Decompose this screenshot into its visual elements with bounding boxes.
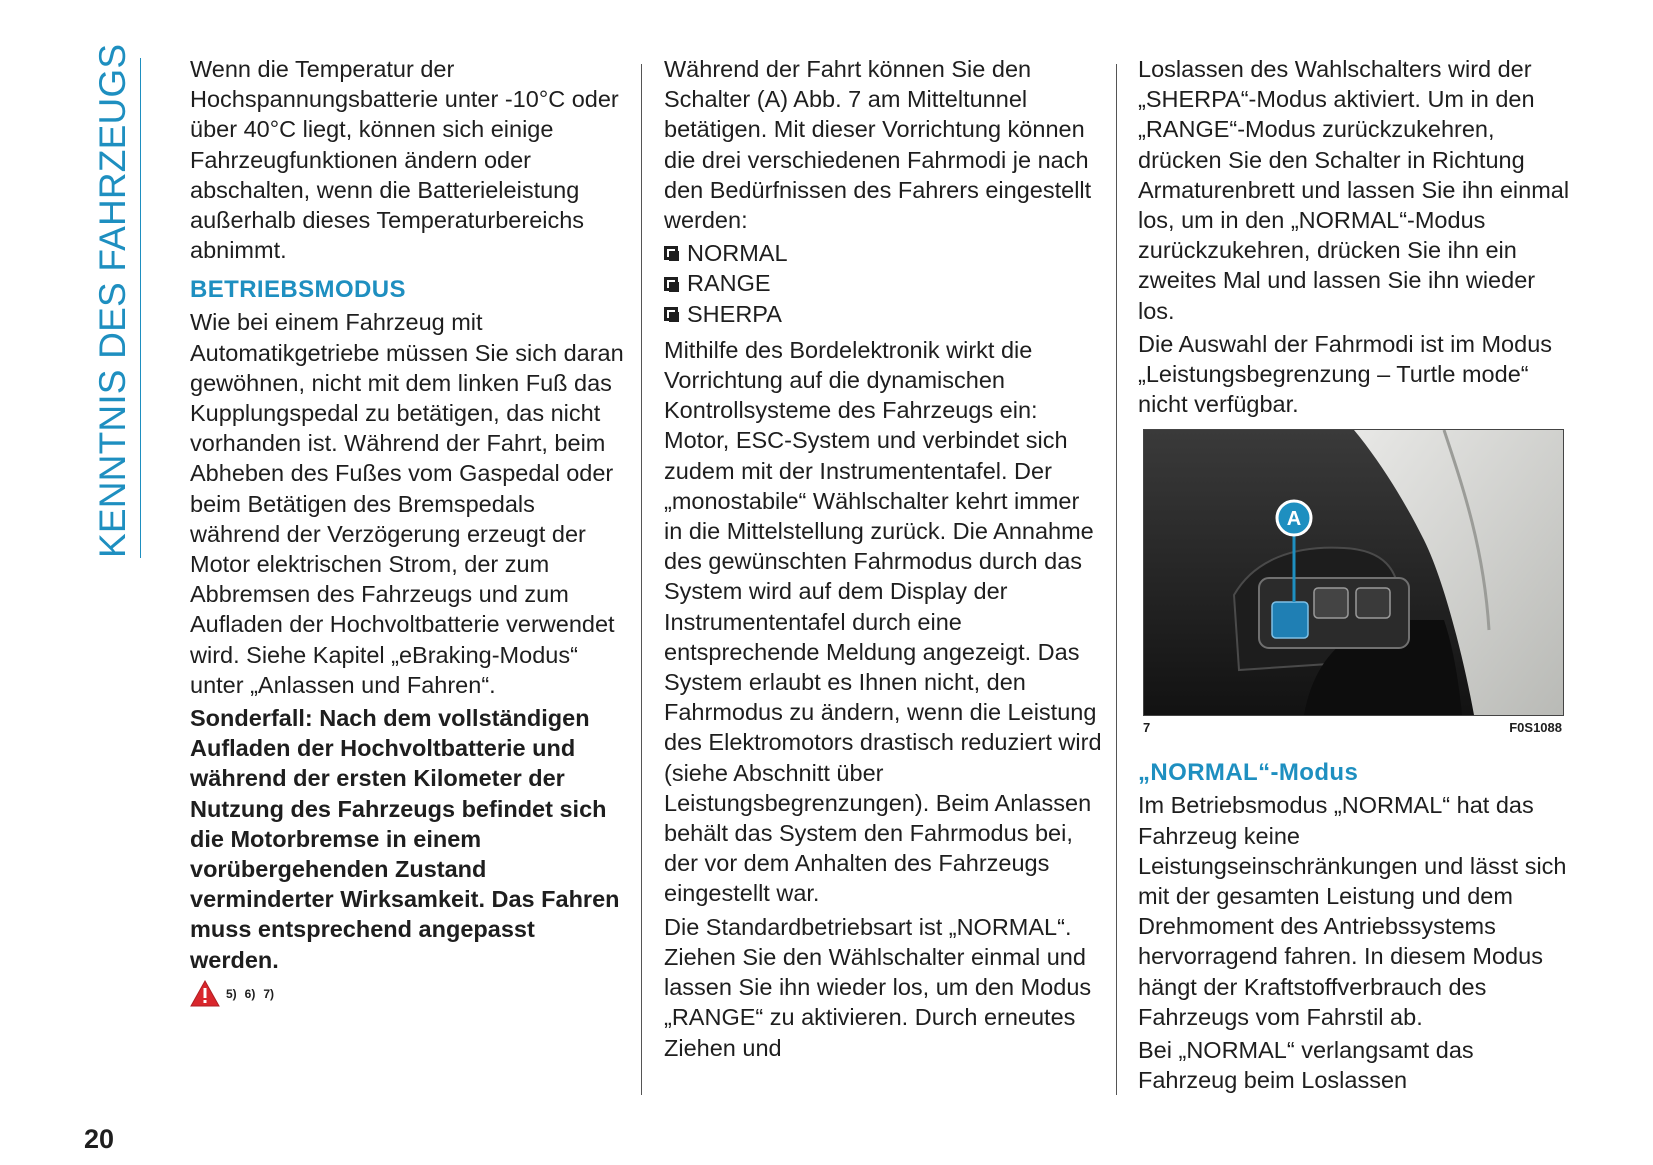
paragraph-temperature: Wenn die Temperatur der Hochspannungsbatterie unter -10°C oder über 40°C liegt, können sich einige Fahrzeugfunktionen ändern oder abschalten, wenn die Batterieleistung außerhalb dieses Temperaturbereichs abnimmt.: [190, 56, 619, 264]
list-item: [664, 238, 1104, 268]
figure-center-console: [1143, 429, 1564, 716]
paragraph-switch: Während der Fahrt können Sie den Schalter (A) Abb. 7 am Mitteltunnel betätigen. Mit dieser Vorrichtung können die drei verschiedenen Fahrmodi je nach den Bedürfnissen des Fahrers eingestellt werden:: [664, 56, 1092, 234]
column-divider-2: [1116, 64, 1117, 1095]
warning-references: [190, 979, 630, 1009]
section-heading-betriebsmodus: BETRIEBSMODUS: [190, 276, 406, 304]
paragraph-standard-mode: Die Standardbetriebsart ist „NORMAL“. Ziehen Sie den Wählschalter einmal und lassen Sie ihn wieder los, um den Modus „RANGE“ zu aktivieren. Durch erneutes Ziehen und: [664, 913, 1092, 1061]
callout-a: A: [1286, 508, 1302, 531]
warning-triangle-icon: [190, 980, 220, 1007]
column-3: [1138, 54, 1578, 1098]
reference-7[interactable]: 7): [263, 986, 275, 1001]
side-chapter-title-text: KENNTNIS DES FAHRZEUGS: [92, 43, 133, 558]
mode-sherpa: SHERPA: [687, 300, 782, 327]
bullet-box-icon: [664, 307, 678, 321]
reference-6[interactable]: 6): [244, 986, 256, 1001]
paragraph-turtle-mode: Die Auswahl der Fahrmodi ist im Modus „Leistungsbegrenzung – Turtle mode“ nicht verfügbar.: [1138, 330, 1553, 418]
column-1: [190, 54, 630, 1009]
mode-list: [664, 238, 1104, 329]
page-number: 20: [84, 1124, 115, 1154]
center-console-photo: [1144, 430, 1563, 715]
side-chapter-title: [89, 43, 137, 558]
figure-code: F0S1088: [1509, 720, 1562, 736]
section-heading-normal-mode: „NORMAL“-Modus: [1138, 759, 1359, 787]
figure-caption: [1143, 720, 1562, 736]
paragraph-electronics: Mithilfe des Bordelektronik wirkt die Vorrichtung auf die dynamischen Kontrollsysteme des Fahrzeugs ein: Motor, ESC-System und verbindet sich zudem mit der Instrumententafel. Der „monostabile“ Wählschalter kehrt immer in die Mittelstellung zurück. Die Annahme des gewünschten Fahrmodus durch das System wird auf dem Display der Instrumententafel durch eine entsprechende Meldung angezeigt. Das System erlaubt es Ihnen nicht, den Fahrmodus zu ändern, wenn die Leistung des Elektromotors drastisch reduziert wird (siehe Abschnitt über Leistungsbegrenzungen). Beim Anlassen behält das System den Fahrmodus bei, der vor dem Anhalten des Fahrzeugs eingestellt war.: [664, 336, 1102, 907]
paragraph-normal-slowdown: Bei „NORMAL“ verlangsamt das Fahrzeug beim Loslassen: [1138, 1037, 1474, 1094]
mode-normal: NORMAL: [687, 240, 788, 267]
mode-range: RANGE: [687, 270, 771, 297]
paragraph-automatic: Wie bei einem Fahrzeug mit Automatikgetriebe müssen Sie sich daran gewöhnen, nicht mit dem linken Fuß das Kupplungspedal zu betätigen, das nicht vorhanden ist. Während der Fahrt, beim Abheben des Fußes vom Gaspedal oder beim Betätigen des Bremspedals während der Verzögerung erzeugt der Motor elektrischen Strom, der zum Abbremsen des Fahrzeugs und zum Aufladen der Hochvoltbatterie verwendet wird. Siehe Kapitel „eBraking-Modus“ unter „Anlassen und Fahren“.: [190, 309, 624, 698]
bullet-box-icon: [664, 246, 678, 260]
figure-number: 7: [1143, 720, 1151, 736]
paragraph-special-case: Sonderfall: Nach dem vollständigen Aufladen der Hochvoltbatterie und während der ersten Kilometer der Nutzung des Fahrzeugs befindet sich die Motorbremse in einem vorübergehenden Zustand verminderter Wirksamkeit. Das Fahren muss entsprechend angepasst werden.: [190, 705, 620, 973]
bullet-box-icon: [664, 277, 678, 291]
paragraph-normal-mode: Im Betriebsmodus „NORMAL“ hat das Fahrzeug keine Leistungseinschränkungen und lässt sich mit der gesamten Leistung und dem Drehmoment des Antriebssystems hervorragend fahren. In diesem Modus hängt der Kraftstoffverbrauch des Fahrzeugs vom Fahrstil ab.: [1138, 792, 1567, 1030]
reference-5[interactable]: 5): [226, 986, 237, 1001]
list-item: [664, 268, 1104, 298]
column-divider-1: [641, 64, 642, 1095]
side-rule: [140, 58, 141, 558]
paragraph-release-selector: Loslassen des Wahlschalters wird der „SHERPA“-Modus aktiviert. Um in den „RANGE“-Modus zurückzukehren, drücken Sie den Schalter in Richtung Armaturenbrett und lassen Sie ihn einmal los, um in den „NORMAL“-Modus zurückzukehren, drücken Sie ihn ein zweites Mal und lassen Sie ihn wieder los.: [1138, 56, 1570, 324]
column-2: [664, 54, 1104, 1066]
list-item: [664, 299, 1104, 329]
